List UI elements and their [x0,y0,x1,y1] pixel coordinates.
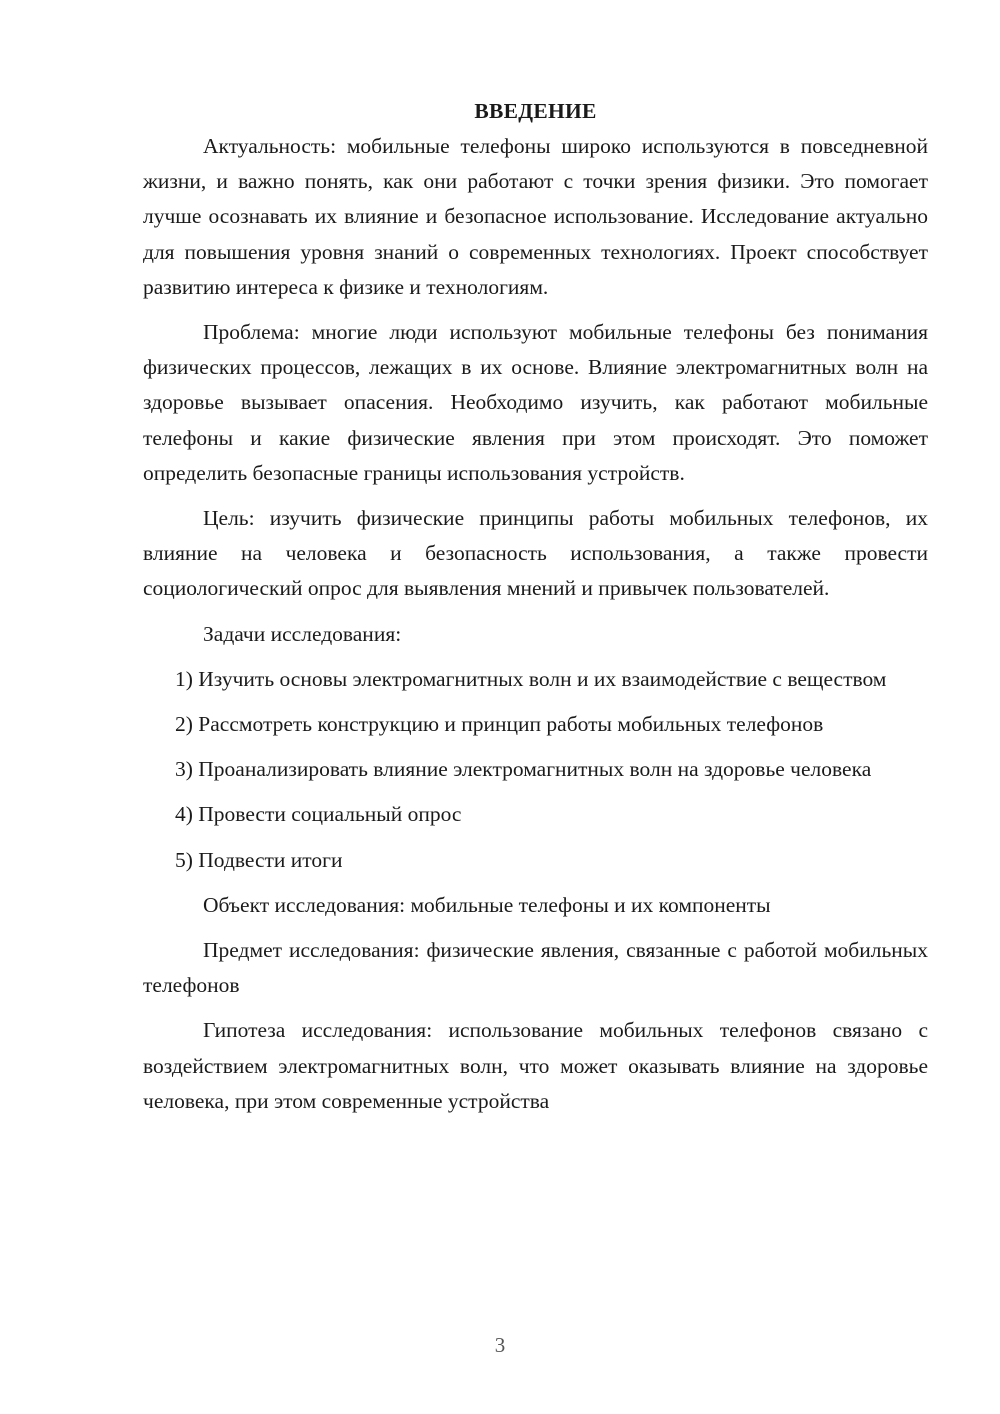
paragraph-tasks-heading: Задачи исследования: [203,621,402,646]
section-title: ВВЕДЕНИЕ [474,99,597,123]
paragraph-problem: Проблема: многие люди используют мобильные телефоны без понимания физических процессов, лежащих в их основе. Влияние электромагнитных волн на здоровье вызывает опасения. Необходимо изучить, как работают мобильные телефоны и какие физические явления при этом происходят. Это поможет определить безопасные границы использования устройств. [143,320,928,485]
task-item-5: 5) Подвести итоги [175,847,343,872]
paragraph-hypothesis: Гипотеза исследования: использование мобильных телефонов связано с воздействием электромагнитных волн, что может оказывать влияние на здоровье человека, при этом современные устройства [143,1018,928,1113]
task-item-1: 1) Изучить основы электромагнитных волн и их взаимодействие с веществом [175,666,887,691]
task-item-3: 3) Проанализировать влияние электромагнитных волн на здоровье человека [175,757,872,782]
paragraph-object: Объект исследования: мобильные телефоны и их компоненты [203,892,771,917]
page-number: 3 [494,1333,506,1357]
paragraph-relevance: Актуальность: мобильные телефоны широко используются в повседневной жизни, и важно понять, как они работают с точки зрения физики. Это помогает лучше осознавать их влияние и безопасное использование. Исследование актуально для повышения уровня знаний о современных технологиях. Проект способствует развитию интереса к физике и технологиям. [143,134,928,299]
task-item-4: 4) Провести социальный опрос [175,802,462,827]
task-item-2: 2) Рассмотреть конструкцию и принцип работы мобильных телефонов [175,712,824,737]
paragraph-goal: Цель: изучить физические принципы работы мобильных телефонов, их влияние на человека и безопасность использования, а также провести социологический опрос для выявления мнений и привычек пользователей. [143,506,928,601]
paragraph-subject: Предмет исследования: физические явления, связанные с работой мобильных телефонов [143,938,928,998]
